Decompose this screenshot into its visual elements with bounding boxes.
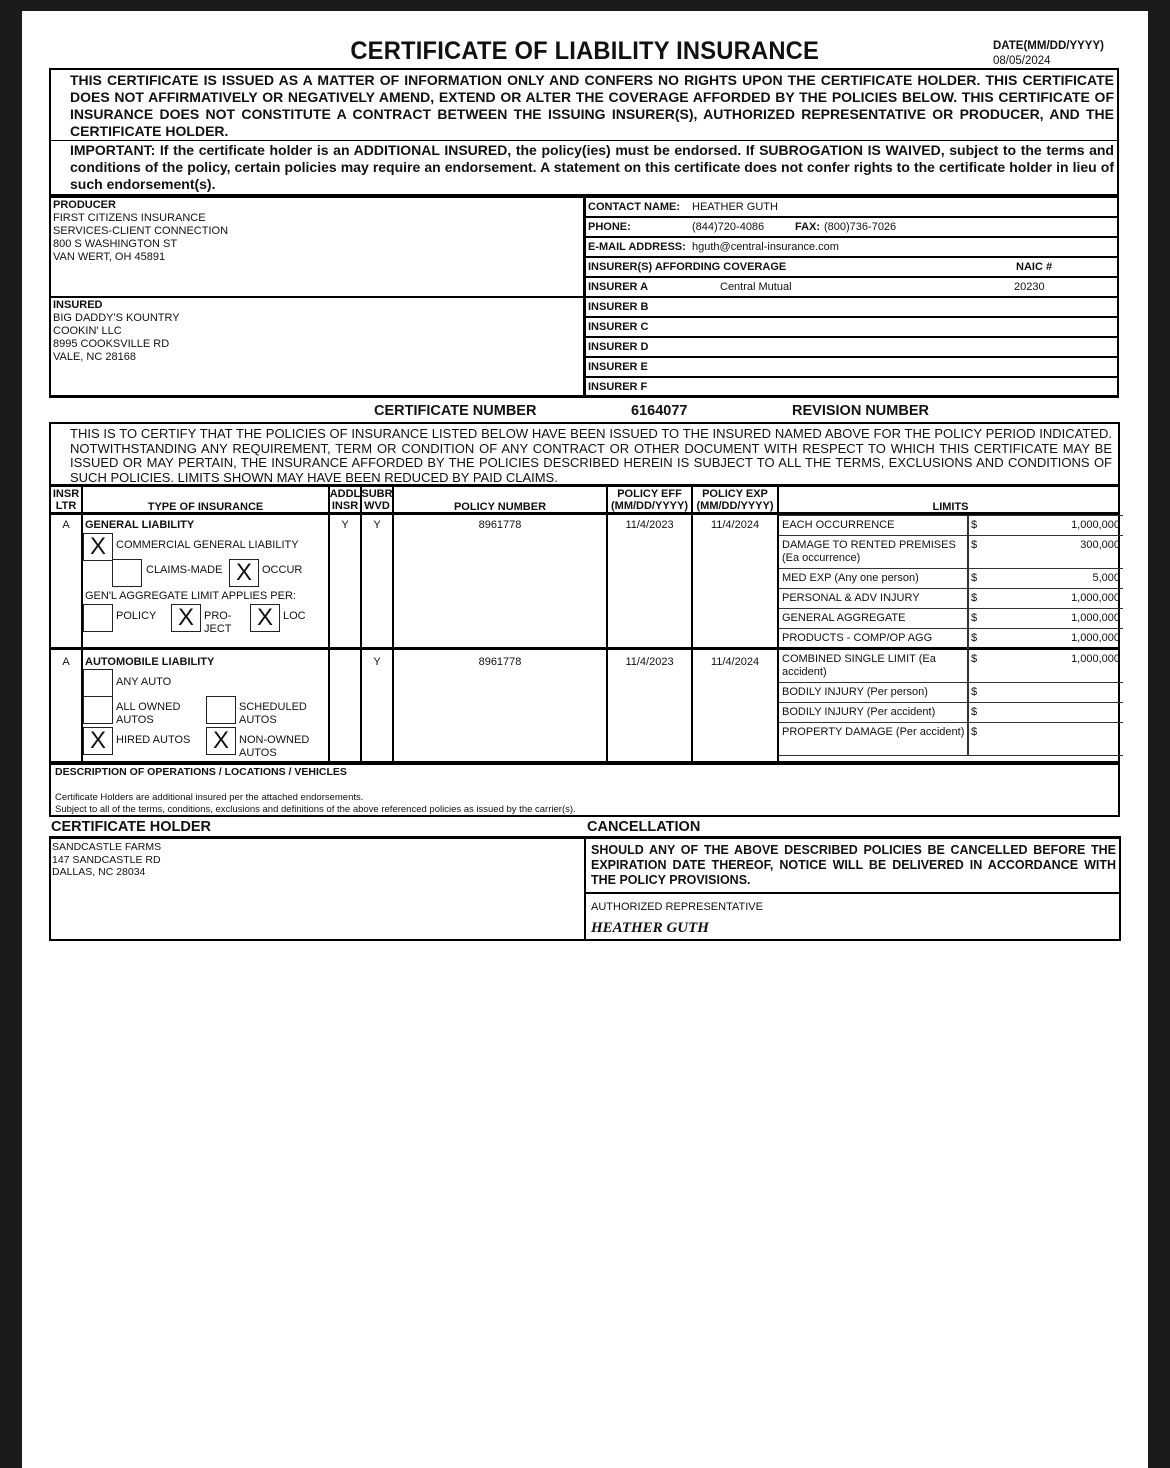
limit-row: MED EXP (Any one person) $ 5,000 xyxy=(779,569,1123,589)
insured-label: INSURED xyxy=(53,299,103,311)
description-box xyxy=(49,762,1120,817)
notice-box xyxy=(49,68,1119,196)
insurer-row xyxy=(586,298,1117,318)
limit-row: EACH OCCURRENCE $ 1,000,000 xyxy=(779,516,1123,536)
limit-row: PERSONAL & ADV INJURY $ 1,000,000 xyxy=(779,589,1123,609)
auto-subr-wvd: Y xyxy=(373,656,381,668)
contact-name: HEATHER GUTH xyxy=(692,201,778,213)
description-text: Certificate Holders are additional insured per the attached endorsements. Subject to all of the terms, conditions, exclusions and definitions of the above referenced policies as issued by the carrier(s). xyxy=(55,792,576,815)
policy-label: POLICY xyxy=(116,610,157,622)
gl-title: GENERAL LIABILITY xyxy=(85,519,195,531)
insured-section xyxy=(51,298,583,365)
header-policy-number: POLICY NUMBER xyxy=(453,501,547,513)
claims-made-checkbox[interactable] xyxy=(112,559,142,587)
hired-autos-checkbox[interactable]: X xyxy=(83,727,113,755)
hired-autos-label: HIRED AUTOS xyxy=(116,734,191,746)
certify-box xyxy=(49,422,1120,486)
cancellation-box xyxy=(584,836,1121,941)
project-label: PRO- JECT xyxy=(204,610,232,635)
producer-section xyxy=(51,198,583,298)
limit-row: COMBINED SINGLE LIMIT (Ea accident) $ 1,000,000 xyxy=(779,650,1123,683)
commercial-gl-checkbox[interactable]: X xyxy=(83,533,113,561)
holder-line: DALLAS, NC 28034 xyxy=(52,866,146,878)
cancellation-label: CANCELLATION xyxy=(587,819,701,835)
gl-insr-ltr: A xyxy=(62,519,70,531)
insurer-label: INSURER D xyxy=(588,341,649,353)
email-value: hguth@central-insurance.com xyxy=(692,241,839,253)
important-paragraph: IMPORTANT: If the certificate holder is an ADDITIONAL INSURED, the policy(ies) must be endorsed. If SUBROGATION IS WAIVED, subject to the terms and conditions of the policy, certain policies may require an endorsement. A statement on this certificate does not confer rights to the certificate holder in lieu of such endorsement(s). xyxy=(70,142,1114,192)
occur-label: OCCUR xyxy=(262,564,303,576)
project-checkbox[interactable]: X xyxy=(171,604,201,632)
producer-line: VAN WERT, OH 45891 xyxy=(53,251,166,263)
description-label: DESCRIPTION OF OPERATIONS / LOCATIONS / VEHICLES xyxy=(55,766,347,778)
aggregate-applies-label: GEN'L AGGREGATE LIMIT APPLIES PER: xyxy=(85,590,296,602)
insurer-row xyxy=(586,358,1117,378)
insured-line: COOKIN' LLC xyxy=(53,325,122,337)
auto-policy-exp: 11/4/2024 xyxy=(710,656,760,668)
email-label: E-MAIL ADDRESS: xyxy=(588,241,686,253)
date-value: 08/05/2024 xyxy=(993,55,1051,67)
producer-line: 800 S WASHINGTON ST xyxy=(53,238,178,250)
header-policy-exp: POLICY EXP (MM/DD/YYYY) xyxy=(696,488,774,512)
insured-line: 8995 COOKSVILLE RD xyxy=(53,338,170,350)
insurer-label: INSURER E xyxy=(588,361,648,373)
certify-text: THIS IS TO CERTIFY THAT THE POLICIES OF INSURANCE LISTED BELOW HAVE BEEN ISSUED TO THE INSURED NAMED ABOVE FOR THE POLICY PERIOD INDICATED. NOTWITHSTANDING ANY REQUIREMENT, TERM OR CONDITION OF ANY CONTRACT OR OTHER DOCUMENT WITH RESPECT TO WHICH THIS CERTIFICATE MAY BE ISSUED OR MAY PERTAIN, THE INSURANCE AFFORDED BY THE POLICIES DESCRIBED HEREIN IS SUBJECT TO ALL THE TERMS, EXCLUSIONS AND CONDITIONS OF SUCH POLICIES. LIMITS SHOWN MAY HAVE BEEN REDUCED BY PAID CLAIMS. xyxy=(70,426,1112,485)
gl-policy-exp: 11/4/2024 xyxy=(710,519,760,531)
non-owned-autos-label: NON-OWNED AUTOS xyxy=(239,734,310,759)
insurers-header: INSURER(S) AFFORDING COVERAGE xyxy=(588,261,787,273)
gl-limits xyxy=(779,515,1123,647)
limit-row: BODILY INJURY (Per person) $ xyxy=(779,683,1123,703)
any-auto-checkbox[interactable] xyxy=(83,669,113,697)
auto-title: AUTOMOBILE LIABILITY xyxy=(85,656,215,668)
gl-addl-insr: Y xyxy=(341,519,349,531)
limit-row: GENERAL AGGREGATE $ 1,000,000 xyxy=(779,609,1123,629)
gl-policy-eff: 11/4/2023 xyxy=(625,519,674,531)
scheduled-autos-checkbox[interactable] xyxy=(206,696,236,724)
occur-checkbox[interactable]: X xyxy=(229,559,259,587)
insurer-label: INSURER B xyxy=(588,301,649,313)
date-label: DATE(MM/DD/YYYY) xyxy=(993,40,1104,52)
header-policy-eff: POLICY EFF (MM/DD/YYYY) xyxy=(611,488,688,512)
claims-made-label: CLAIMS-MADE xyxy=(146,564,223,576)
authorized-rep-label: AUTHORIZED REPRESENTATIVE xyxy=(591,901,763,913)
header-insr-ltr: INSR LTR xyxy=(52,488,80,512)
cancellation-text: SHOULD ANY OF THE ABOVE DESCRIBED POLICIES BE CANCELLED BEFORE THE EXPIRATION DATE THEREOF, NOTICE WILL BE DELIVERED IN ACCORDANCE WITH THE POLICY PROVISIONS. xyxy=(591,843,1116,887)
auto-policy-eff: 11/4/2023 xyxy=(625,656,674,668)
insurer-label: INSURER C xyxy=(588,321,649,333)
notice-paragraph: THIS CERTIFICATE IS ISSUED AS A MATTER OF INFORMATION ONLY AND CONFERS NO RIGHTS UPON THE CERTIFICATE HOLDER. THIS CERTIFICATE DOES NOT AFFIRMATIVELY OR NEGATIVELY AMEND, EXTEND OR ALTER THE COVERAGE AFFORDED BY THE POLICIES BELOW. THIS CERTIFICATE OF INSURANCE DOES NOT CONSTITUTE A CONTRACT BETWEEN THE ISSUING INSURER(S), AUTHORIZED REPRESENTATIVE OR PRODUCER, AND THE CERTIFICATE HOLDER. xyxy=(51,70,1117,141)
insurer-row xyxy=(586,378,1117,398)
scheduled-autos-label: SCHEDULED AUTOS xyxy=(239,701,307,726)
header-addl-insr: ADDL INSR xyxy=(329,488,361,512)
fax-label: FAX: xyxy=(795,221,821,233)
certificate-number-label: CERTIFICATE NUMBER xyxy=(374,403,537,419)
gl-policy-number: 8961778 xyxy=(478,519,522,531)
certificate-number: 6164077 xyxy=(631,403,688,419)
all-owned-autos-checkbox[interactable] xyxy=(83,696,113,724)
contact-insurers-box xyxy=(584,195,1119,398)
insurer-row xyxy=(586,318,1117,338)
auto-insr-ltr: A xyxy=(62,656,70,668)
fax-value: (800)736-7026 xyxy=(824,221,897,233)
revision-number-label: REVISION NUMBER xyxy=(792,403,929,419)
limit-row: DAMAGE TO RENTED PREMISES (Ea occurrence) $ 300,000 xyxy=(779,536,1123,569)
document-title: CERTIFICATE OF LIABILITY INSURANCE xyxy=(350,37,820,65)
any-auto-label: ANY AUTO xyxy=(116,676,172,688)
insurer-row xyxy=(586,338,1117,358)
producer-line: FIRST CITIZENS INSURANCE xyxy=(53,212,206,224)
email-row xyxy=(586,238,1117,258)
non-owned-autos-checkbox[interactable]: X xyxy=(206,727,236,755)
insurer-label: INSURER F xyxy=(588,381,648,393)
commercial-gl-label: COMMERCIAL GENERAL LIABILITY xyxy=(116,539,299,551)
phone-row xyxy=(586,218,1117,238)
all-owned-autos-label: ALL OWNED AUTOS xyxy=(116,701,181,726)
limit-row: PROPERTY DAMAGE (Per accident) $ xyxy=(779,723,1123,756)
coverage-table xyxy=(49,484,1120,763)
insured-line: BIG DADDY'S KOUNTRY xyxy=(53,312,180,324)
auto-limits xyxy=(779,650,1123,762)
policy-checkbox[interactable] xyxy=(83,604,113,632)
header-type-of-insurance: TYPE OF INSURANCE xyxy=(147,501,264,513)
gl-subr-wvd: Y xyxy=(373,519,381,531)
certificate-holder-label: CERTIFICATE HOLDER xyxy=(51,819,212,835)
auto-policy-number: 8961778 xyxy=(478,656,522,668)
header-subr-wvd: SUBR WVD xyxy=(361,488,393,512)
insurer-naic: 20230 xyxy=(1014,281,1045,293)
phone-value: (844)720-4086 xyxy=(692,221,765,233)
limit-row: BODILY INJURY (Per accident) $ xyxy=(779,703,1123,723)
insurer-row xyxy=(586,278,1117,298)
holder-line: SANDCASTLE FARMS xyxy=(52,841,162,853)
phone-label: PHONE: xyxy=(588,221,631,233)
limit-row: PRODUCTS - COMP/OP AGG $ 1,000,000 xyxy=(779,629,1123,649)
producer-label: PRODUCER xyxy=(53,199,116,211)
contact-name-label: CONTACT NAME: xyxy=(588,201,681,213)
holder-line: 147 SANDCASTLE RD xyxy=(52,853,161,866)
insurer-name: Central Mutual xyxy=(720,281,792,293)
header-limits: LIMITS xyxy=(932,501,969,513)
loc-checkbox[interactable]: X xyxy=(250,604,280,632)
insured-line: VALE, NC 28168 xyxy=(53,351,136,363)
producer-line: SERVICES-CLIENT CONNECTION xyxy=(53,225,229,237)
insurer-label: INSURER A xyxy=(588,281,649,293)
naic-header: NAIC # xyxy=(1016,261,1053,273)
certificate-holder-box xyxy=(49,836,586,941)
insurers-header-row xyxy=(586,258,1117,278)
signature: HEATHER GUTH xyxy=(591,920,709,936)
producer-insured-box xyxy=(49,195,586,398)
contact-name-row xyxy=(586,198,1117,218)
loc-label: LOC xyxy=(283,610,306,622)
